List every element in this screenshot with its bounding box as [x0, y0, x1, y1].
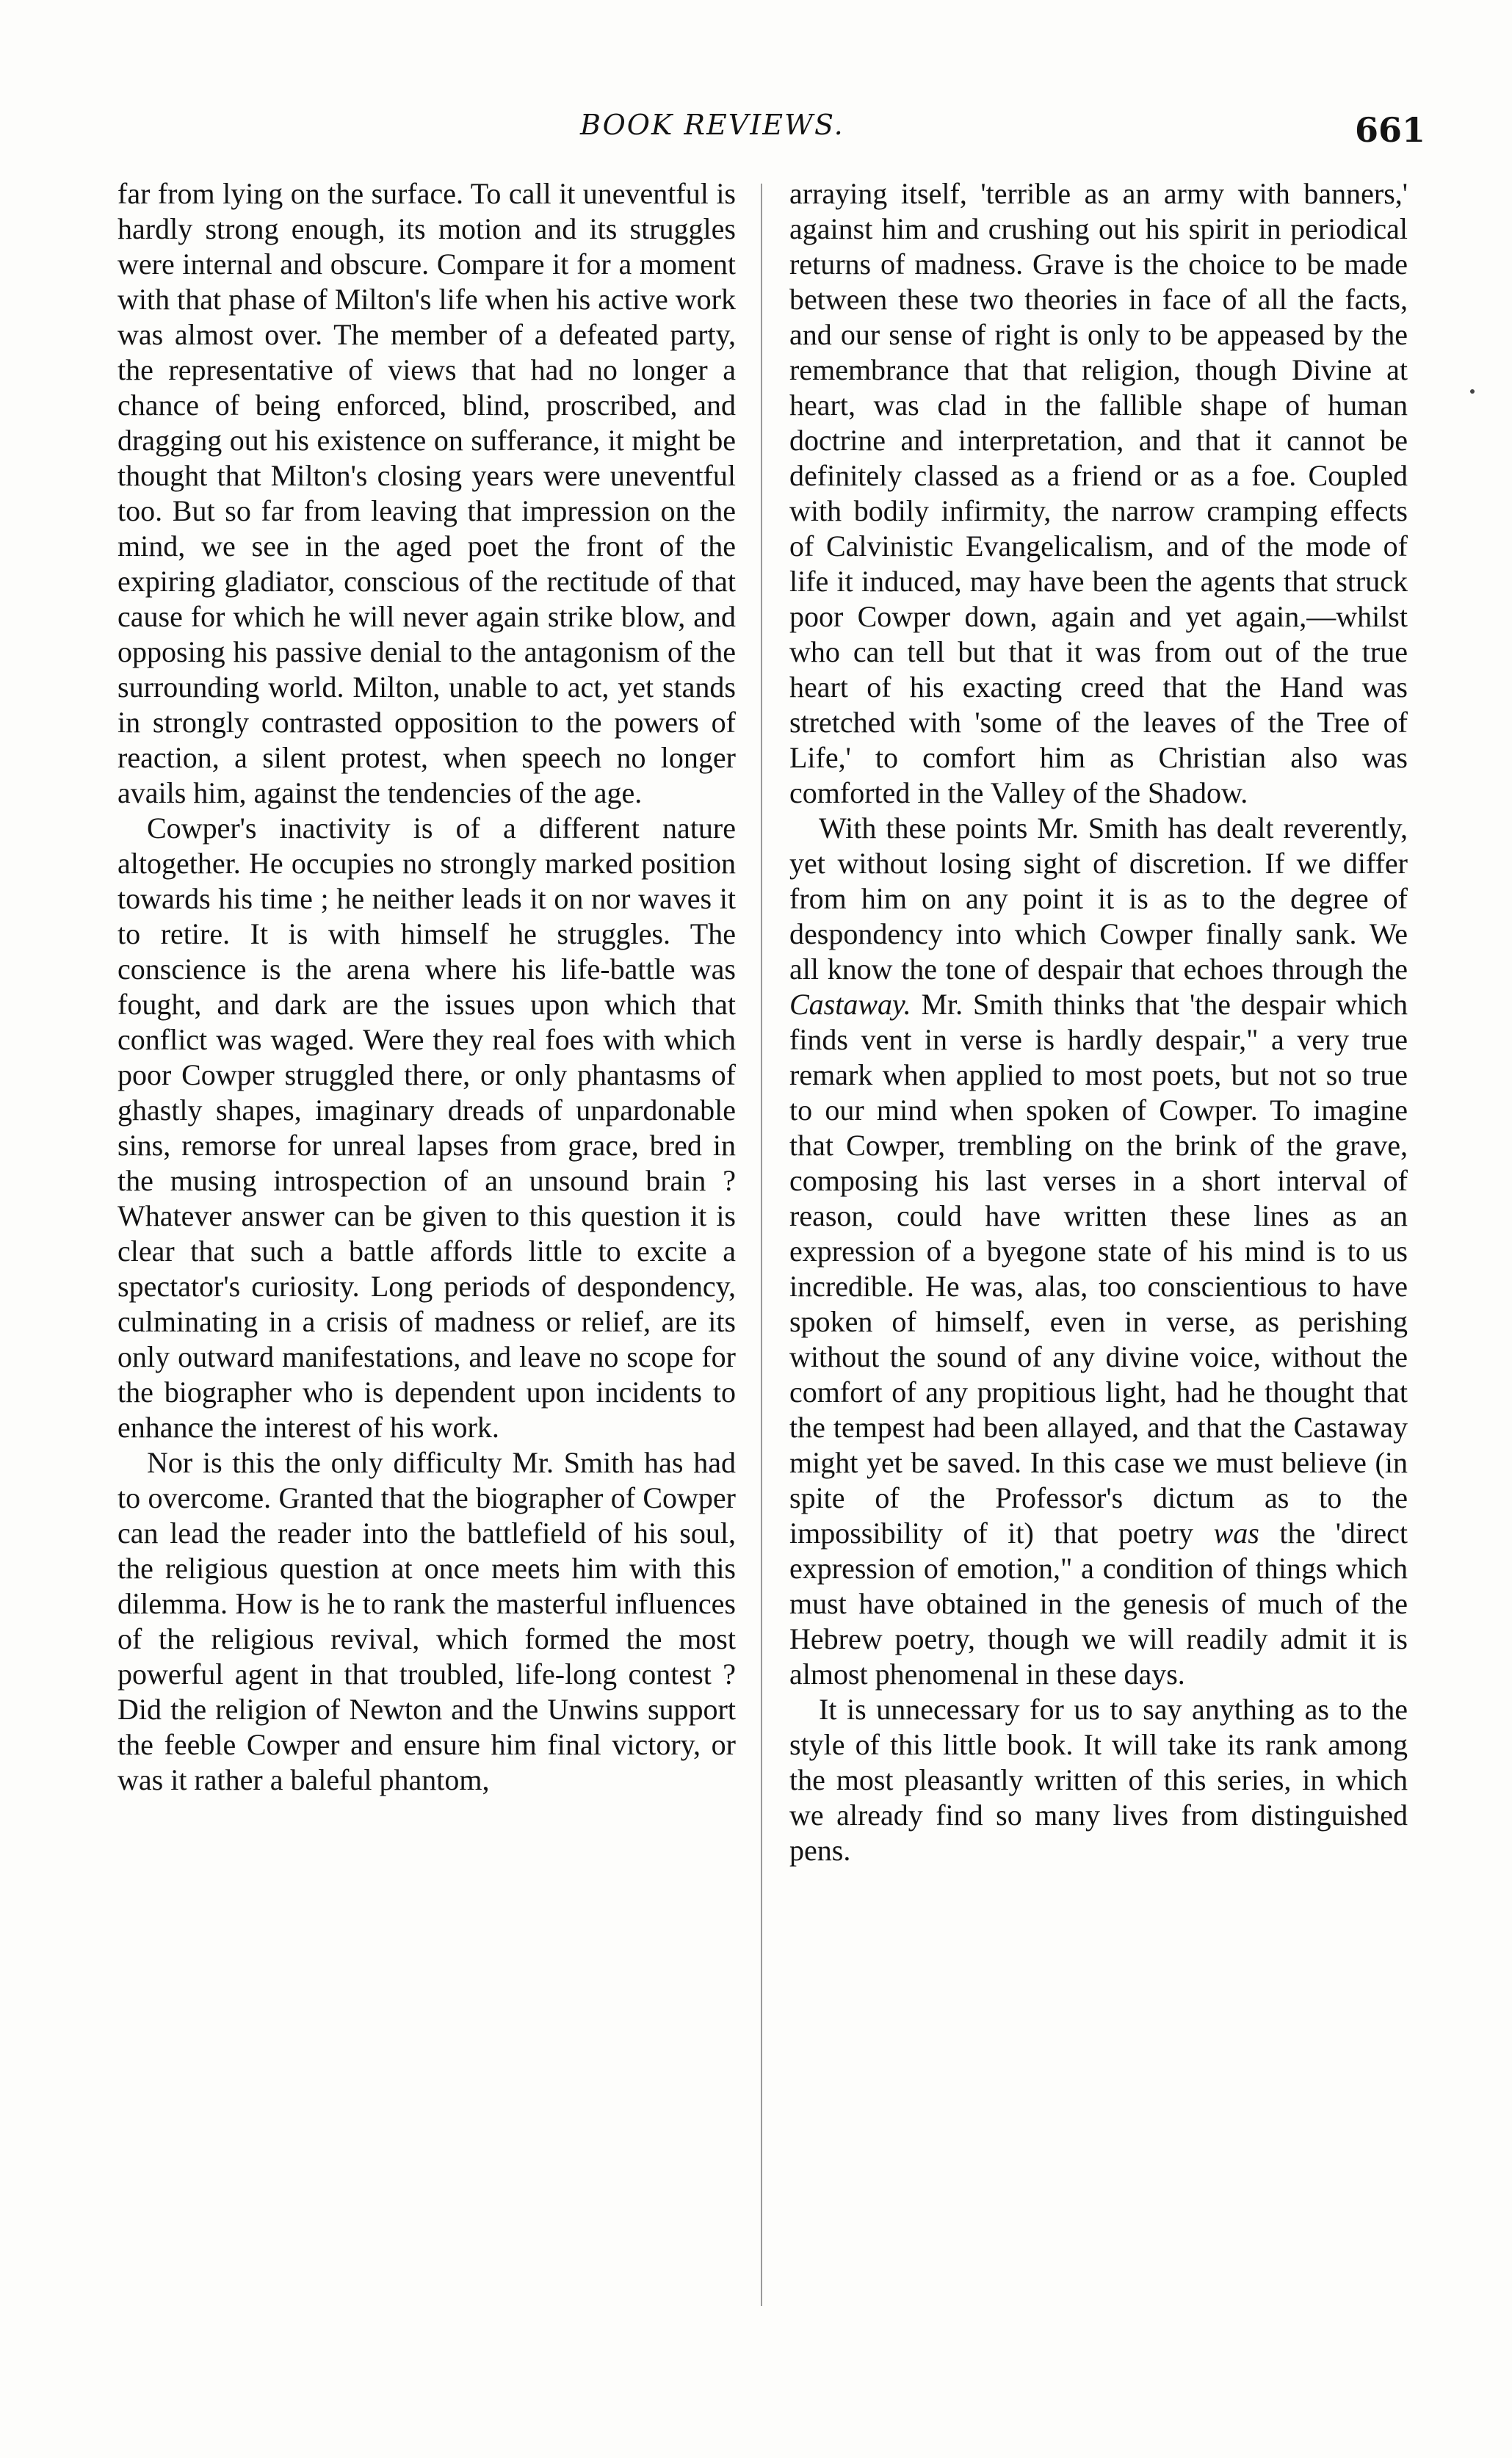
right-paragraph-1: arraying itself, 'terrible as an army with banners,' against him and crushing out his spirit in periodical returns of madness. Grave is the choice to be made between these two theories in face of all the facts, and our sense of right is only to be appeased by the remembrance that that religion, though Divine at heart, was clad in the fallible shape of human doctrine and interpretation, and that it cannot be definitely classed as a friend or as a foe. Coupled with bodily infirmity, the narrow cramping effects of Calvinistic Evangelicalism, and of the mode of life it induced, may have been the agents that struck poor Cowper down, again and yet again,—whilst who can tell but that it was from out of the true heart of his exacting creed that the Hand was stretched with 'some of the leaves of the Tree of Life,' to comfort him as Christian also was comforted in the Valley of the Shadow.	[789, 177, 1408, 809]
right-column	[789, 176, 1408, 1868]
margin-speck	[1470, 389, 1475, 394]
right-paragraph-2-text-b: Mr. Smith thinks that 'the despair which finds vent in verse is hardly despair," a very true remark when applied to most poets, but not so true to our mind when spoken of Cowper. To imagine that Cowper, trembling on the brink of the grave, composing his last verses in a short interval of reason, could have written these lines as an expression of a byegone state of his mind is to us incredible. He was, alas, too conscientious to have spoken of himself, even in verse, as perishing without the sound of any divine voice, without the comfort of any propitious light, had he thought that the tempest had been allayed, and that the Castaway might yet be saved. In this case we must believe (in spite of the Professor's dictum as to the impossibility of it) that poetry	[789, 988, 1408, 1550]
right-paragraph-2-text-a: With these points Mr. Smith has dealt reverently, yet without losing sight of discretion. If we differ from him on any point it is as to the degree of despondency into which Cowper finally sank. We all know the tone of despair that echoes through the	[789, 811, 1408, 986]
running-head: BOOK REVIEWS.	[580, 109, 844, 141]
right-paragraph-2-text-c: the 'direct expression of emotion," a condition of things which must have obtained in the genesis of much of the Hebrew poetry, though we will readily admit it is almost phenomenal in these days.	[789, 1517, 1408, 1691]
right-paragraph-3: It is unnecessary for us to say anything as to the style of this little book. It will take its rank among the most pleasantly written of this series, in which we already find so many lives from distinguished pens.	[789, 1693, 1408, 1867]
page-number: 661	[1355, 110, 1426, 150]
emphasis-was: was	[1213, 1517, 1259, 1550]
left-paragraph-3: Nor is this the only difficulty Mr. Smith has had to overcome. Granted that the biographer of Cowper can lead the reader into the battlefield of his soul, the religious question at once meets him with this dilemma. How is he to rank the masterful influences of the religious revival, which formed the most powerful agent in that troubled, life-long contest ? Did the religion of Newton and the Unwins support the feeble Cowper and ensure him final victory, or was it rather a baleful phantom,	[117, 1446, 736, 1796]
left-paragraph-2: Cowper's inactivity is of a different nature altogether. He occupies no strongly marked position towards his time ; he neither leads it on nor waves it to retire. It is with himself he struggles. The conscience is the arena where his life-battle was fought, and dark are the issues upon which that conflict was waged. Were they real foes with which poor Cowper struggled there, or only phantasms of ghastly shapes, imaginary dreads of unpardonable sins, remorse for unreal lapses from grace, bred in the musing introspection of an unsound brain ? Whatever answer can be given to this question it is clear that such a battle affords little to excite a spectator's curiosity. Long periods of despondency, culminating in a crisis of madness or relief, are its only outward manifestations, and leave no scope for the biographer who is dependent upon incidents to enhance the interest of his work.	[117, 811, 736, 1444]
left-column	[117, 176, 736, 1798]
column-divider	[761, 184, 762, 2306]
castaway-title: Castaway.	[789, 988, 911, 1021]
right-paragraph-2	[789, 811, 1408, 1692]
left-paragraph-1: far from lying on the surface. To call it uneventful is hardly strong enough, its motion and its struggles were internal and obscure. Compare it for a moment with that phase of Milton's life when his active work was almost over. The member of a defeated party, the representative of views that had no longer a chance of being enforced, blind, proscribed, and dragging out his existence on sufferance, it might be thought that Milton's closing years were uneventful too. But so far from leaving that impression on the mind, we see in the aged poet the front of the expiring gladiator, conscious of the rectitude of that cause for which he will never again strike blow, and opposing his passive denial to the antagonism of the surrounding world. Milton, unable to act, yet stands in strongly contrasted opposition to the powers of reaction, a silent protest, when speech no longer avails him, against the tendencies of the age.	[117, 177, 736, 809]
